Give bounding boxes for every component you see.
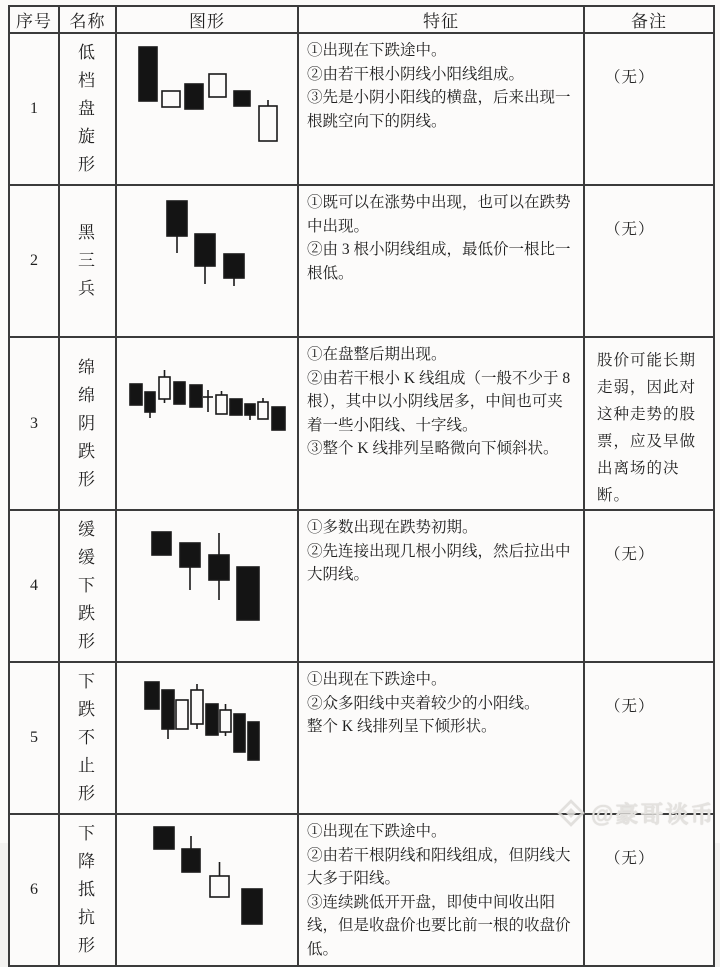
row-number: 5 bbox=[9, 662, 59, 814]
feature-item: ③整个 K 线排列呈略微向下倾斜状。 bbox=[307, 440, 559, 457]
candlestick-chart bbox=[117, 815, 295, 965]
feature-item: ①出现在下跌途中。 bbox=[307, 42, 447, 59]
feature-item: ①多数出现在跌势初期。 bbox=[307, 519, 478, 536]
remark-text: （无） bbox=[584, 185, 714, 337]
pattern-row bbox=[9, 337, 714, 510]
pattern-name: 缓缓下跌形 bbox=[59, 510, 116, 662]
feature-item: ②由若干根小 K 线组成（一般不少于 8 根），其中以小阴线居多，中间也可夹着一些小阳线、十字线。 bbox=[307, 369, 571, 434]
pattern-row bbox=[9, 33, 714, 185]
pattern-graphic bbox=[116, 337, 298, 510]
pattern-name: 下降抵抗形 bbox=[59, 814, 116, 966]
feature-list bbox=[298, 662, 584, 814]
col-header-feature: 特征 bbox=[298, 6, 584, 33]
pattern-graphic bbox=[116, 662, 298, 814]
pattern-row bbox=[9, 814, 714, 966]
feature-list bbox=[298, 33, 584, 185]
pattern-graphic bbox=[116, 510, 298, 662]
feature-list bbox=[298, 185, 584, 337]
feature-item: ③先是小阴小阳线的横盘，后来出现一根跳空向下的阴线。 bbox=[307, 89, 571, 130]
candlestick-chart bbox=[117, 186, 295, 336]
pattern-graphic bbox=[116, 814, 298, 966]
pattern-row bbox=[9, 510, 714, 662]
feature-item: ②由若干根小阴线小阳线组成。 bbox=[307, 65, 525, 83]
feature-item: ①在盘整后期出现。 bbox=[307, 346, 447, 363]
table-header-row bbox=[9, 6, 714, 33]
remark-text: （无） bbox=[584, 510, 714, 662]
candlestick-chart bbox=[117, 338, 295, 509]
feature-item: ②由若干根阴线和阳线组成，但阴线大大多于阳线。 bbox=[307, 846, 571, 887]
remark-text: 股价可能长期走弱，因此对这种走势的股票，应及早做出离场的决断。 bbox=[584, 337, 714, 510]
candlestick-chart bbox=[117, 663, 295, 813]
feature-item: ①出现在下跌途中。 bbox=[307, 823, 447, 840]
feature-item: ②由 3 根小阴线组成，最低价一根比一根低。 bbox=[307, 241, 571, 282]
row-number: 2 bbox=[9, 185, 59, 337]
col-header-graphic: 图形 bbox=[116, 6, 298, 33]
feature-item: ②众多阳线中夹着较少的小阳线。 bbox=[307, 694, 540, 712]
pattern-name: 低档盘旋形 bbox=[59, 33, 116, 185]
row-number: 6 bbox=[9, 814, 59, 966]
pattern-name: 绵绵阴跌形 bbox=[59, 337, 116, 510]
feature-list bbox=[298, 510, 584, 662]
remark-text: （无） bbox=[584, 814, 714, 966]
candlestick-chart bbox=[117, 511, 295, 661]
pattern-name: 下跌不止形 bbox=[59, 662, 116, 814]
row-number: 1 bbox=[9, 33, 59, 185]
feature-item: 整个 K 线排列呈下倾形状。 bbox=[307, 718, 497, 735]
pattern-graphic bbox=[116, 33, 298, 185]
feature-list bbox=[298, 337, 584, 510]
pattern-graphic bbox=[116, 185, 298, 337]
pattern-name: 黑三兵 bbox=[59, 185, 116, 337]
row-number: 3 bbox=[9, 337, 59, 510]
feature-list bbox=[298, 814, 584, 966]
feature-item: ①既可以在涨势中出现，也可以在跌势中出现。 bbox=[307, 194, 571, 235]
feature-item: ③连续跳低开开盘，即使中间收出阳线，但是收盘价也要比前一根的收盘价低。 bbox=[307, 893, 571, 958]
kline-pattern-table bbox=[8, 5, 715, 967]
watermark-text: @豪哥谈币 bbox=[591, 801, 716, 827]
remark-text: （无） bbox=[584, 33, 714, 185]
col-header-number: 序号 bbox=[9, 6, 59, 33]
col-header-remark: 备注 bbox=[584, 6, 714, 33]
feature-item: ②先连接出现几根小阴线，然后拉出中大阴线。 bbox=[307, 542, 571, 583]
remark-text: （无） bbox=[584, 662, 714, 814]
candlestick-chart bbox=[117, 34, 295, 184]
pattern-row bbox=[9, 185, 714, 337]
row-number: 4 bbox=[9, 510, 59, 662]
col-header-name: 名称 bbox=[59, 6, 116, 33]
feature-item: ①出现在下跌途中。 bbox=[307, 671, 447, 688]
pattern-row bbox=[9, 662, 714, 814]
